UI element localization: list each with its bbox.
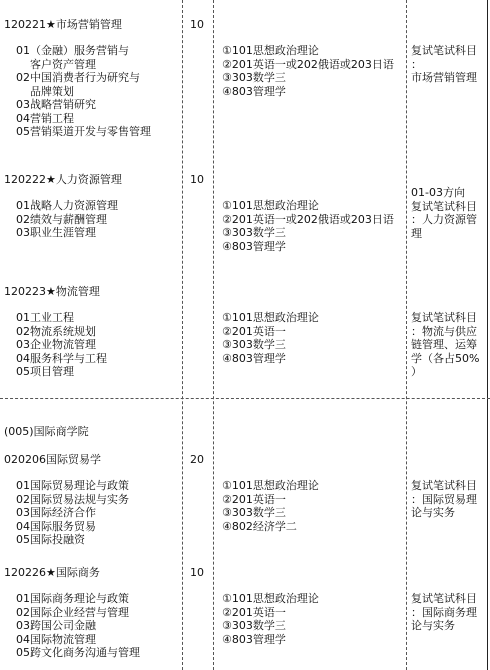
note-line: 复试笔试科目	[411, 479, 477, 492]
exam-subject: ②201英语一或202俄语或203日语	[222, 212, 394, 226]
exam-subject: ①101思想政治理论	[222, 199, 319, 212]
exam-subject: ③303数学三	[222, 506, 286, 519]
exam-subject: ③303数学三	[222, 619, 286, 632]
direction-item: 客户资产管理	[16, 57, 96, 71]
exam-subject: ②201英语一	[222, 492, 286, 506]
note-line: 链管理、运筹	[411, 338, 477, 351]
research-directions	[16, 311, 107, 379]
column-divider	[406, 0, 407, 670]
exam-subject: ②201英语一或202俄语或203日语	[222, 57, 394, 71]
exam-subjects	[222, 44, 394, 98]
column-divider	[487, 0, 488, 670]
exam-subject: ④803管理学	[222, 351, 286, 365]
exam-subject: ③303数学三	[222, 338, 286, 351]
direction-item: 03战略营销研究	[16, 98, 96, 111]
direction-item: 03企业物流管理	[16, 338, 96, 351]
direction-item: 01工业工程	[16, 311, 74, 324]
direction-item: 05国际投融资	[16, 533, 85, 546]
enrollment-count: 10	[190, 18, 204, 31]
exam-notes	[411, 44, 477, 85]
note-line: 市场营销管理	[411, 71, 477, 84]
note-line: ：国际商务理	[411, 605, 477, 619]
direction-item: 03国际经济合作	[16, 506, 96, 519]
note-line: ：物流与供应	[411, 324, 477, 338]
note-line: ：人力资源管	[411, 213, 477, 226]
direction-item: 02国际贸易法规与实务	[16, 492, 129, 506]
research-directions	[16, 479, 129, 547]
enrollment-count: 20	[190, 453, 204, 466]
note-line: 复试笔试科目	[411, 592, 477, 605]
note-line: ：国际贸易理	[411, 492, 477, 506]
exam-subjects	[222, 479, 319, 533]
enrollment-count: 10	[190, 566, 204, 579]
major-title: 120226★国际商务	[4, 566, 100, 579]
section-divider	[0, 398, 490, 399]
exam-notes	[411, 186, 477, 240]
exam-notes	[411, 311, 479, 379]
direction-item: 02国际企业经营与管理	[16, 605, 129, 619]
note-line: ：	[411, 57, 422, 71]
major-title: 120222★人力资源管理	[4, 173, 122, 186]
research-directions	[16, 592, 140, 660]
direction-item: 04服务科学与工程	[16, 351, 107, 365]
exam-subjects	[222, 311, 319, 365]
exam-subject: ②201英语一	[222, 324, 286, 338]
exam-subject: ①101思想政治理论	[222, 44, 319, 57]
exam-subject: ①101思想政治理论	[222, 592, 319, 605]
exam-subject: ③303数学三	[222, 71, 286, 84]
direction-item: 04国际服务贸易	[16, 519, 96, 533]
major-title: 120221★市场营销管理	[4, 18, 122, 31]
direction-item: 03职业生涯管理	[16, 226, 96, 239]
direction-item: 02中国消费者行为研究与	[16, 71, 140, 84]
research-directions	[16, 44, 151, 139]
exam-notes	[411, 479, 477, 520]
note-line: 论与实务	[411, 619, 455, 632]
exam-subject: ①101思想政治理论	[222, 479, 319, 492]
exam-notes	[411, 592, 477, 633]
note-line: 论与实务	[411, 506, 455, 519]
exam-subject: ②201英语一	[222, 605, 286, 619]
note-line: 01-03方向	[411, 186, 465, 199]
exam-subject: ④803管理学	[222, 239, 286, 253]
exam-subject: ④802经济学二	[222, 519, 297, 533]
exam-subject: ④803管理学	[222, 84, 286, 98]
note-line: 学（各占50%	[411, 351, 480, 365]
direction-item: 品牌策划	[16, 84, 74, 98]
note-line: 理	[411, 226, 422, 240]
direction-item: 01战略人力资源管理	[16, 199, 118, 212]
column-divider	[182, 0, 183, 670]
major-title: 120223★物流管理	[4, 285, 100, 298]
direction-item: 03跨国公司金融	[16, 619, 96, 632]
direction-item: 02绩效与薪酬管理	[16, 212, 107, 226]
enrollment-count: 10	[190, 173, 204, 186]
school-heading: (005)国际商学院	[4, 425, 89, 438]
direction-item: 05营销渠道开发与零售管理	[16, 125, 151, 138]
exam-subject: ④803管理学	[222, 632, 286, 646]
exam-subjects	[222, 592, 319, 646]
major-title: 020206国际贸易学	[4, 453, 101, 466]
exam-subject: ③303数学三	[222, 226, 286, 239]
note-line: 复试笔试科目	[411, 44, 477, 57]
exam-subjects	[222, 199, 394, 253]
direction-item: 01国际商务理论与政策	[16, 592, 129, 605]
direction-item: 05跨文化商务沟通与管理	[16, 646, 140, 659]
direction-item: 01国际贸易理论与政策	[16, 479, 129, 492]
research-directions	[16, 199, 118, 240]
column-divider	[213, 0, 214, 670]
exam-subject: ①101思想政治理论	[222, 311, 319, 324]
note-line: ）	[411, 365, 422, 378]
note-line: 复试笔试科目	[411, 311, 477, 324]
direction-item: 01（金融）服务营销与	[16, 44, 129, 57]
direction-item: 02物流系统规划	[16, 324, 96, 338]
direction-item: 04营销工程	[16, 111, 74, 125]
direction-item: 05项目管理	[16, 365, 74, 378]
note-line: 复试笔试科目	[411, 199, 477, 213]
direction-item: 04国际物流管理	[16, 632, 96, 646]
